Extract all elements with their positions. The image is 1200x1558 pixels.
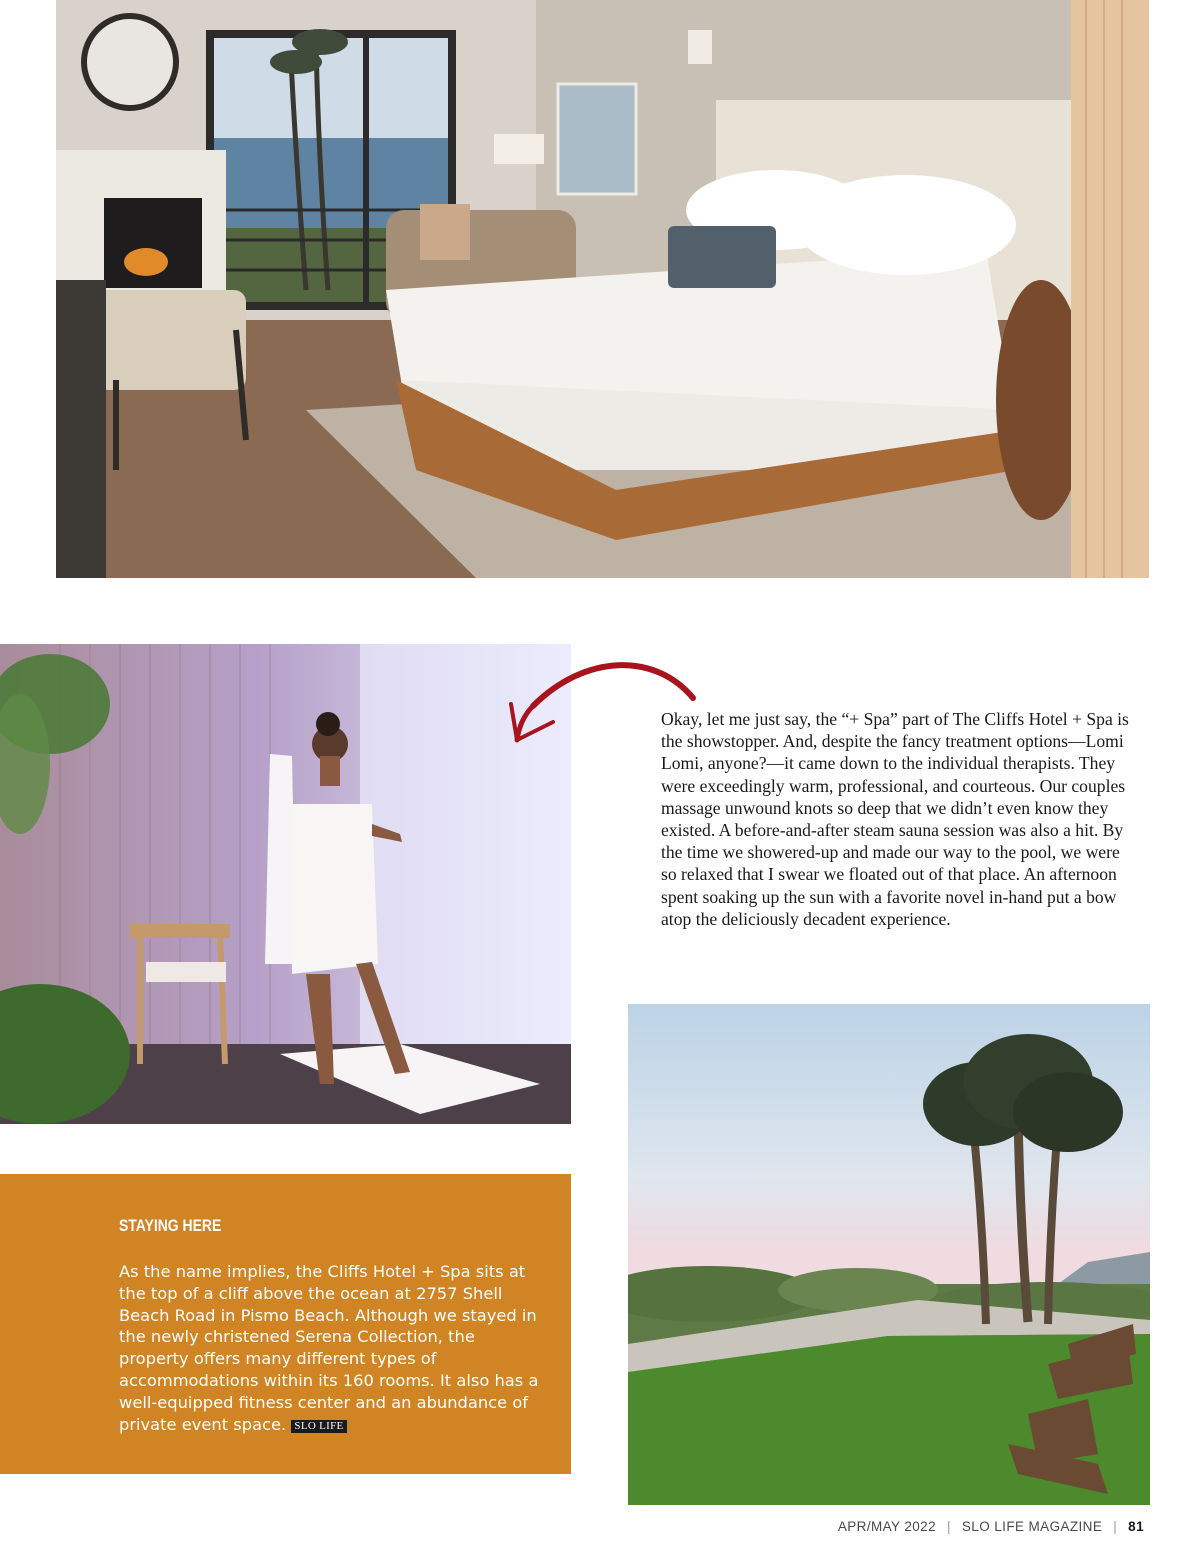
sidebar-heading: STAYING HERE: [119, 1216, 222, 1235]
sidebar-text: [119, 1261, 549, 1435]
bedroom-photo: [56, 0, 1149, 578]
staying-here-sidebar: [0, 1174, 571, 1474]
footer-issue: APR/MAY 2022: [837, 1519, 936, 1534]
slo-life-end-mark: SLO LIFE: [291, 1420, 346, 1433]
palm-trees-photo: [628, 1004, 1150, 1505]
footer-magazine: SLO LIFE MAGAZINE: [961, 1519, 1103, 1534]
page-footer: [838, 1519, 1144, 1534]
spa-photo: [0, 644, 571, 1124]
page-number: 81: [1128, 1519, 1144, 1534]
article-body-text: Okay, let me just say, the “+ Spa” part of The Cliffs Hotel + Spa is the showstopper. And, despite the fancy treatment options—Lomi Lomi, anyone?—it came down to the individual therapists. They were exceedingly warm, professional, and courteous. Our couples massage unwound knots so deep that we didn’t even know they existed. A before-and-after steam sauna session was also a hit. By the time we showered-up and made our way to the pool, we were so relaxed that I swear we floated out of that place. An afternoon spent soaking up the sun with a favorite novel in-hand put a bow atop the deliciously decadent experience.: [661, 709, 1129, 929]
footer-separator: |: [1113, 1519, 1118, 1534]
sidebar-body: As the name implies, the Cliffs Hotel + Spa sits at the top of a cliff above the ocean at 2757 Shell Beach Road in Pismo Beach. Although we stayed in the newly christened Serena Collection, the property offers many different types of accommodations within its 160 rooms. It also has a well-equipped fitness center and an abundance of private event space.: [119, 1262, 539, 1434]
footer-separator: |: [946, 1519, 951, 1534]
